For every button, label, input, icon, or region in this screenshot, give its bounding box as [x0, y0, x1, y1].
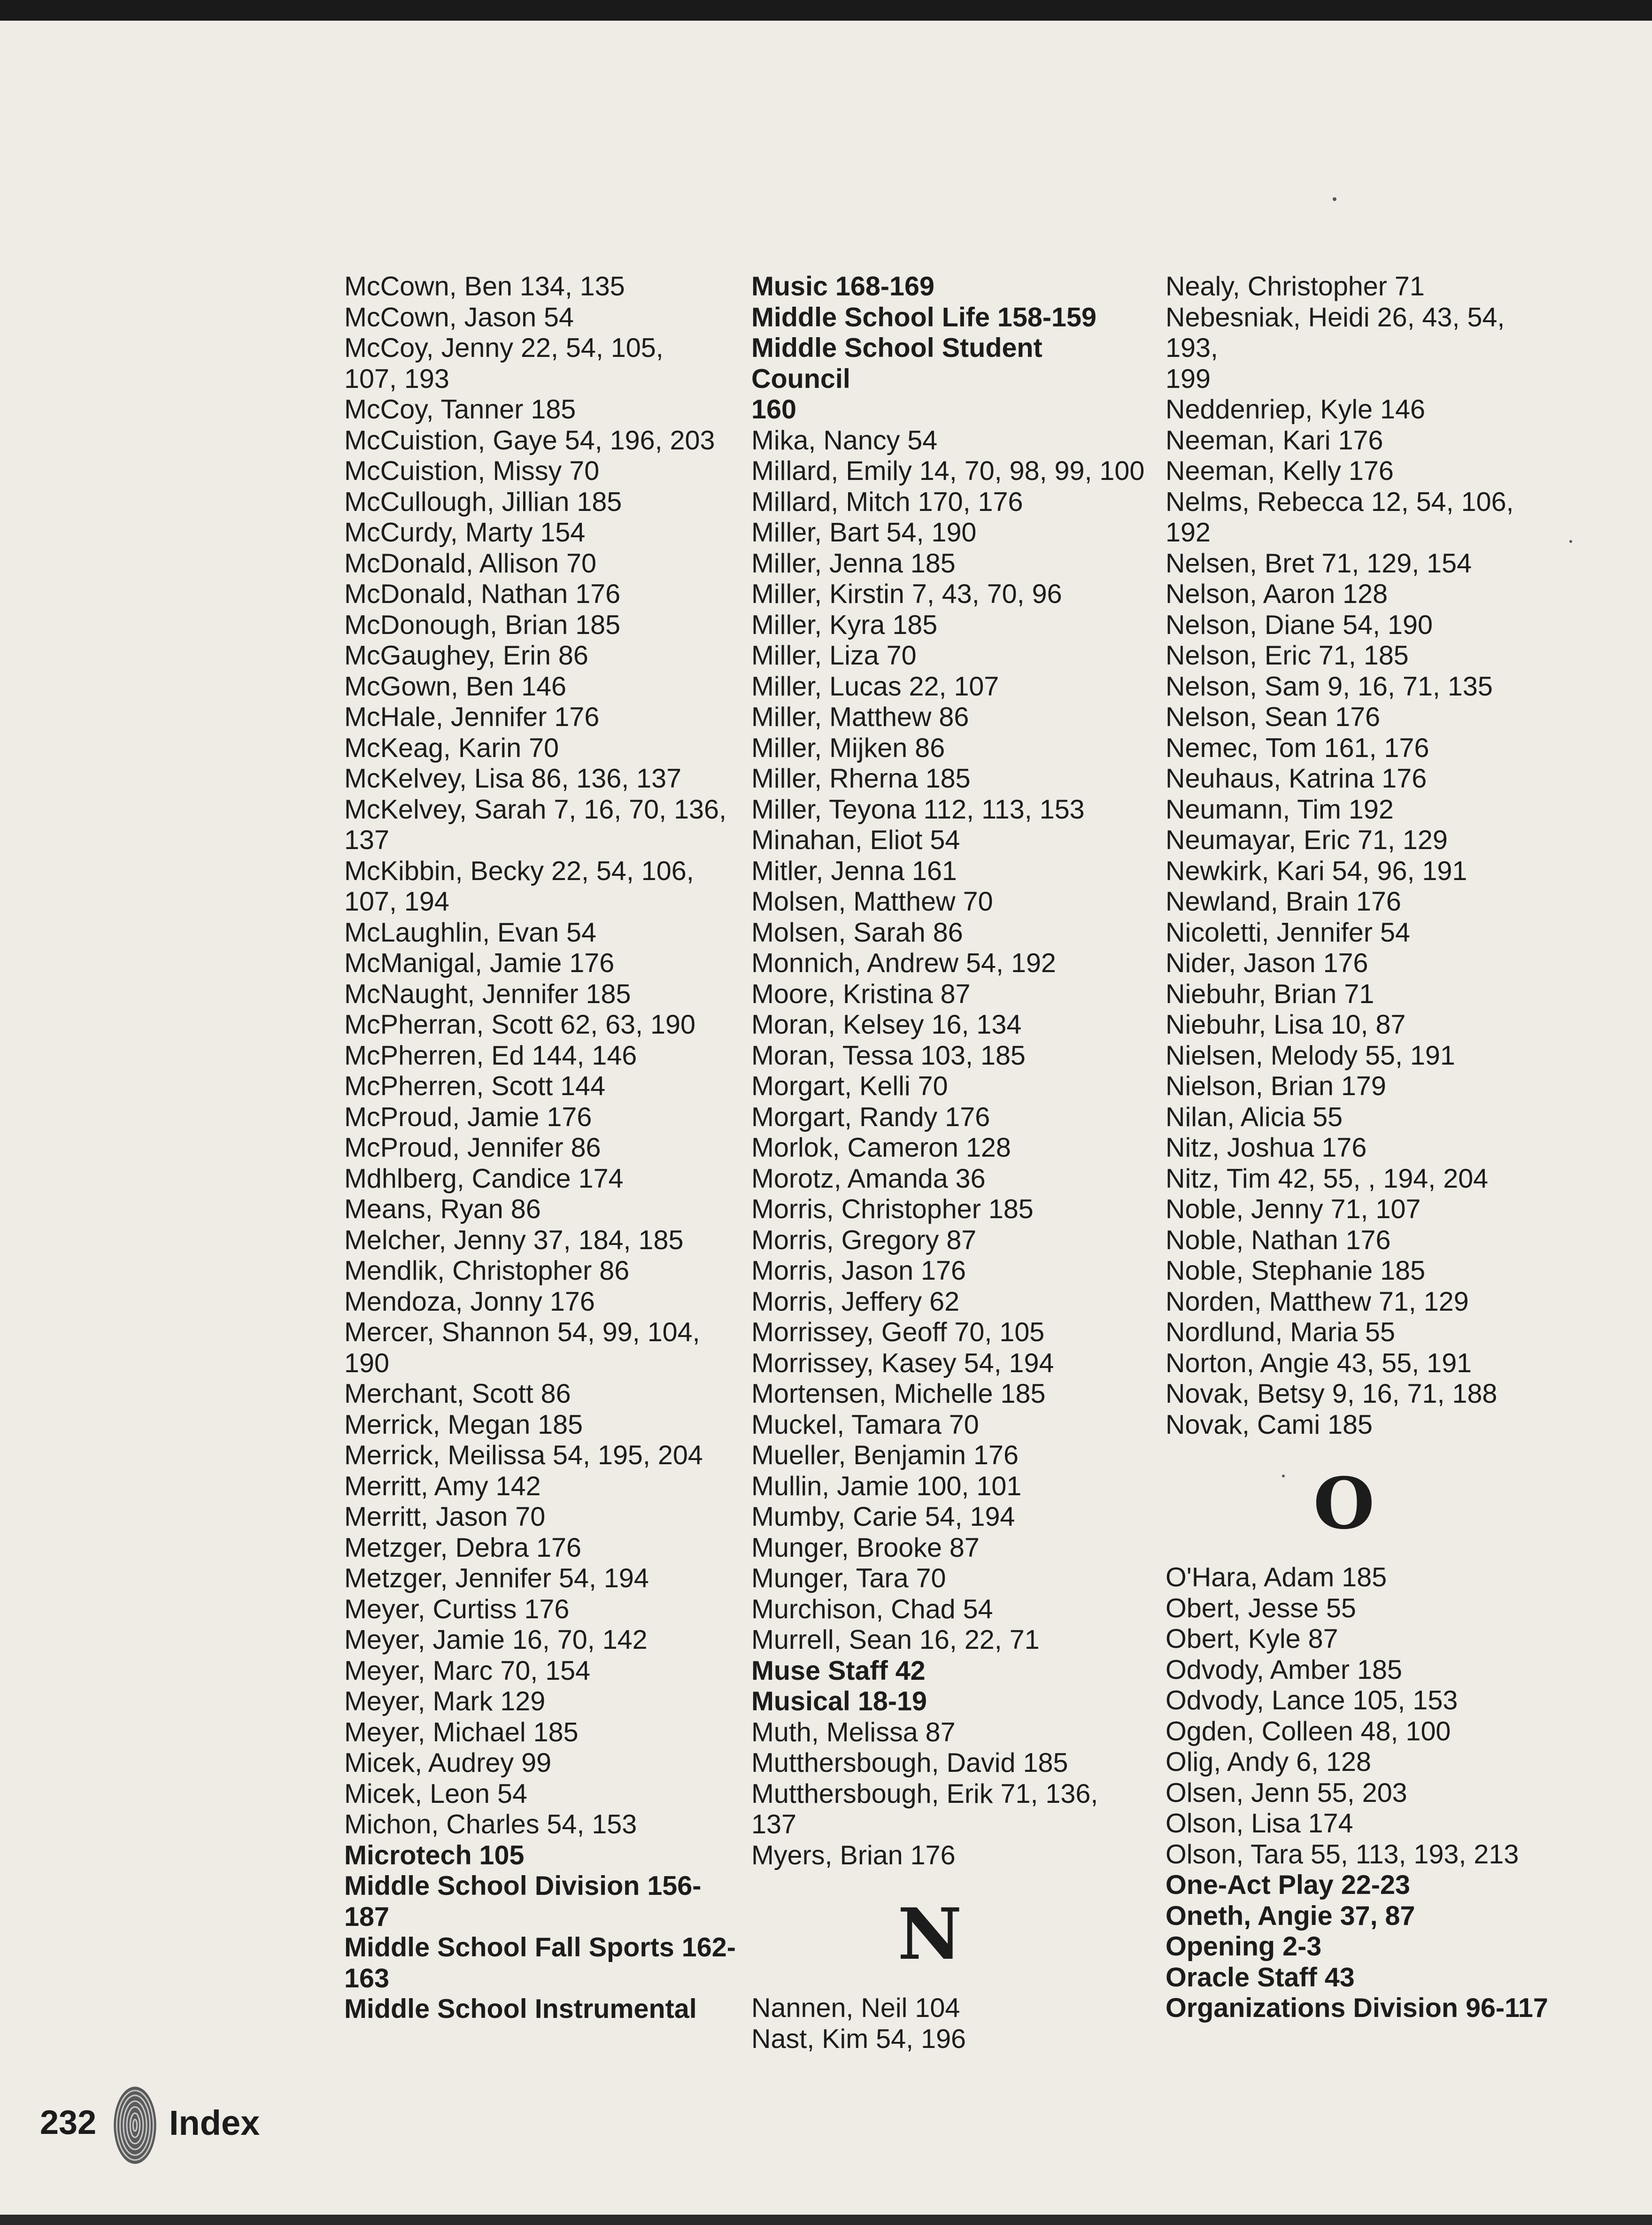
index-entry: Olson, Lisa 174	[1166, 1808, 1353, 1839]
index-entry: McGaughey, Erin 86	[344, 641, 588, 671]
index-entry: Minahan, Eliot 54	[751, 825, 960, 855]
index-entry: Mendoza, Jonny 176	[344, 1286, 595, 1317]
index-section-entry: Musical 18-19	[751, 1686, 927, 1716]
index-entry: McKeag, Karin 70	[344, 733, 559, 763]
index-entry: McKibbin, Becky 22, 54, 106,	[344, 856, 694, 886]
index-entry: Nelson, Eric 71, 185	[1166, 641, 1409, 671]
index-entry: Olig, Andy 6, 128	[1166, 1747, 1371, 1777]
index-entry: McHale, Jennifer 176	[344, 702, 600, 732]
index-entry: Mendlik, Christopher 86	[344, 1256, 630, 1286]
index-entry: Ogden, Colleen 48, 100	[1166, 1716, 1451, 1746]
page-number: 232	[40, 2104, 97, 2141]
index-entry: Molsen, Sarah 86	[751, 917, 963, 948]
index-column-2	[751, 271, 1146, 2055]
index-entry: Morris, Gregory 87	[751, 1225, 977, 1255]
index-entry: Morgart, Kelli 70	[751, 1071, 948, 1101]
index-entry: McNaught, Jennifer 185	[344, 979, 631, 1009]
index-entry: Obert, Jesse 55	[1166, 1593, 1356, 1623]
index-entry: McCuistion, Gaye 54, 196, 203	[344, 425, 715, 456]
index-entry: Morris, Jason 176	[751, 1256, 966, 1286]
index-entry: Mitler, Jenna 161	[751, 856, 957, 886]
index-section-entry: Opening 2-3	[1166, 1931, 1322, 1962]
index-entry: Nemec, Tom 161, 176	[1166, 733, 1429, 763]
index-entry: McDonald, Nathan 176	[344, 579, 621, 609]
index-entry: McDonald, Allison 70	[344, 548, 596, 579]
index-entry: Morlok, Cameron 128	[751, 1133, 1011, 1163]
index-section-entry: Middle School Fall Sports 162-	[344, 1932, 736, 1962]
index-entry: Merrick, Megan 185	[344, 1409, 583, 1440]
index-entry: Means, Ryan 86	[344, 1194, 541, 1224]
index-entry: Neumann, Tim 192	[1166, 794, 1394, 825]
index-entry: Moore, Kristina 87	[751, 979, 971, 1009]
index-entry: Munger, Brooke 87	[751, 1532, 980, 1563]
index-entry: McKelvey, Sarah 7, 16, 70, 136,	[344, 794, 726, 825]
index-entry: Miller, Jenna 185	[751, 548, 956, 579]
index-entry: Meyer, Michael 185	[344, 1717, 579, 1747]
index-entry: Merritt, Amy 142	[344, 1471, 541, 1501]
index-entry: Mercer, Shannon 54, 99, 104,	[344, 1317, 700, 1347]
index-entry: Mortensen, Michelle 185	[751, 1379, 1046, 1409]
index-entry: Nitz, Joshua 176	[1166, 1133, 1367, 1163]
index-section-entry: One-Act Play 22-23	[1166, 1870, 1410, 1900]
index-entry: Newkirk, Kari 54, 96, 191	[1166, 856, 1467, 886]
index-entry: Noble, Nathan 176	[1166, 1225, 1391, 1255]
index-entry: Nelson, Diane 54, 190	[1166, 610, 1433, 640]
section-letter-heading: O	[1313, 1462, 1375, 1545]
index-entry: Noble, Stephanie 185	[1166, 1256, 1426, 1286]
index-entry: 199	[1166, 363, 1211, 394]
index-column-3	[1166, 271, 1560, 2024]
index-entry: Miller, Mijken 86	[751, 733, 945, 763]
index-entry: Meyer, Jamie 16, 70, 142	[344, 1625, 648, 1655]
index-entry: Morrissey, Geoff 70, 105	[751, 1317, 1045, 1347]
index-entry: Morris, Jeffery 62	[751, 1286, 960, 1317]
index-entry: Nilan, Alicia 55	[1166, 1102, 1343, 1132]
index-entry: Mueller, Benjamin 176	[751, 1440, 1019, 1470]
index-entry: 137	[344, 825, 389, 855]
index-section-entry: Middle School Life 158-159	[751, 302, 1096, 332]
index-entry: Neeman, Kari 176	[1166, 425, 1383, 456]
index-entry: Muckel, Tamara 70	[751, 1409, 979, 1440]
index-entry: Morotz, Amanda 36	[751, 1163, 986, 1194]
index-entry: Nelson, Sam 9, 16, 71, 135	[1166, 671, 1493, 702]
index-entry: McCown, Ben 134, 135	[344, 271, 625, 301]
scan-speck	[1569, 540, 1572, 543]
index-entry: Miller, Bart 54, 190	[751, 518, 977, 548]
index-section-entry: Microtech 105	[344, 1840, 525, 1870]
index-section-entry: Oracle Staff 43	[1166, 1962, 1355, 1993]
index-entry: Micek, Audrey 99	[344, 1748, 552, 1778]
index-entry: Morrissey, Kasey 54, 194	[751, 1348, 1054, 1378]
index-section-entry: Muse Staff 42	[751, 1655, 926, 1686]
index-entry: Nelms, Rebecca 12, 54, 106,	[1166, 487, 1514, 517]
index-entry: Meyer, Curtiss 176	[344, 1594, 570, 1624]
index-entry: Myers, Brian 176	[751, 1840, 956, 1870]
index-entry: Murrell, Sean 16, 22, 71	[751, 1625, 1040, 1655]
index-entry: Miller, Teyona 112, 113, 153	[751, 794, 1085, 825]
index-entry: Mullin, Jamie 100, 101	[751, 1471, 1022, 1501]
index-entry: Odvody, Amber 185	[1166, 1654, 1402, 1685]
index-section-entry: 163	[344, 1963, 389, 1993]
index-entry: Meyer, Marc 70, 154	[344, 1655, 591, 1686]
index-section-entry: Music 168-169	[751, 271, 934, 301]
index-section-entry: Oneth, Angie 37, 87	[1166, 1901, 1415, 1931]
index-entry: Mutthersbough, Erik 71, 136, 137	[751, 1778, 1098, 1839]
index-entry: Mutthersbough, David 185	[751, 1748, 1068, 1778]
index-entry: Millard, Emily 14, 70, 98, 99, 100	[751, 456, 1145, 486]
index-entry: Millard, Mitch 170, 176	[751, 487, 1023, 517]
index-entry: 107, 194	[344, 887, 449, 917]
section-letter-heading: N	[897, 1893, 962, 1976]
index-entry: Morris, Christopher 185	[751, 1194, 1034, 1224]
index-entry: Nordlund, Maria 55	[1166, 1317, 1396, 1347]
index-entry: Neddenriep, Kyle 146	[1166, 394, 1426, 425]
index-entry: Neumayar, Eric 71, 129	[1166, 825, 1448, 855]
index-entry: Moran, Tessa 103, 185	[751, 1040, 1026, 1071]
index-entry: Merchant, Scott 86	[344, 1379, 571, 1409]
index-entry: Niebuhr, Brian 71	[1166, 979, 1374, 1009]
index-section-entry: Middle School Division 156-	[344, 1871, 702, 1901]
index-entry: McDonough, Brian 185	[344, 610, 621, 640]
scan-speck	[1282, 1475, 1285, 1477]
index-entry: Nelsen, Bret 71, 129, 154	[1166, 548, 1472, 579]
index-entry: Niebuhr, Lisa 10, 87	[1166, 1010, 1406, 1040]
index-entry: Nebesniak, Heidi 26, 43, 54, 193,	[1166, 302, 1505, 363]
index-entry: Olson, Tara 55, 113, 193, 213	[1166, 1839, 1519, 1870]
index-entry: Miller, Matthew 86	[751, 702, 969, 732]
index-entry: Muth, Melissa 87	[751, 1717, 956, 1747]
index-entry: Metzger, Jennifer 54, 194	[344, 1563, 649, 1593]
index-entry: Nelson, Aaron 128	[1166, 579, 1388, 609]
index-entry: Newland, Brain 176	[1166, 887, 1401, 917]
index-entry: Nielsen, Melody 55, 191	[1166, 1040, 1455, 1071]
index-entry: McPherren, Scott 144	[344, 1071, 606, 1101]
section-title: Index	[169, 2103, 260, 2142]
index-entry: Nitz, Tim 42, 55, , 194, 204	[1166, 1163, 1489, 1194]
top-scan-border	[0, 0, 1652, 21]
index-entry: Monnich, Andrew 54, 192	[751, 948, 1056, 978]
index-entry: Miller, Liza 70	[751, 641, 917, 671]
index-entry: Melcher, Jenny 37, 184, 185	[344, 1225, 684, 1255]
index-entry: Miller, Kyra 185	[751, 610, 938, 640]
index-entry: Odvody, Lance 105, 153	[1166, 1685, 1458, 1715]
index-entry: Murchison, Chad 54	[751, 1594, 993, 1624]
index-entry: Nider, Jason 176	[1166, 948, 1368, 978]
index-entry: McProud, Jamie 176	[344, 1102, 592, 1132]
index-entry: 107, 193	[344, 363, 449, 394]
index-section-entry: Middle School Instrumental	[344, 1994, 697, 2024]
index-entry: Nast, Kim 54, 196	[751, 2024, 966, 2054]
index-entry: Neeman, Kelly 176	[1166, 456, 1394, 486]
index-entry: Mdhlberg, Candice 174	[344, 1163, 624, 1194]
index-entry: Meyer, Mark 129	[344, 1686, 546, 1716]
index-entry: Nelson, Sean 176	[1166, 702, 1381, 732]
index-entry: Munger, Tara 70	[751, 1563, 946, 1593]
index-entry: Olsen, Jenn 55, 203	[1166, 1777, 1407, 1808]
index-entry: McCoy, Tanner 185	[344, 394, 576, 425]
index-entry: McCullough, Jillian 185	[344, 487, 622, 517]
index-entry: Morgart, Randy 176	[751, 1102, 990, 1132]
index-entry: Mumby, Carie 54, 194	[751, 1502, 1015, 1532]
index-entry: Novak, Cami 185	[1166, 1409, 1373, 1440]
index-entry: Obert, Kyle 87	[1166, 1624, 1338, 1654]
index-entry: Miller, Lucas 22, 107	[751, 671, 999, 702]
index-entry: McPherran, Scott 62, 63, 190	[344, 1010, 695, 1040]
index-entry: McGown, Ben 146	[344, 671, 567, 702]
index-entry: Nannen, Neil 104	[751, 1993, 960, 2023]
index-entry: 190	[344, 1348, 389, 1378]
page-footer	[40, 2076, 260, 2170]
index-entry: McKelvey, Lisa 86, 136, 137	[344, 764, 682, 794]
index-entry: 192	[1166, 518, 1211, 548]
index-entry: Michon, Charles 54, 153	[344, 1809, 637, 1839]
index-section-entry: 160	[751, 394, 796, 425]
index-entry: Norton, Angie 43, 55, 191	[1166, 1348, 1472, 1378]
index-column-1	[344, 271, 739, 2025]
bottom-scan-border	[0, 2215, 1652, 2225]
index-entry: Micek, Leon 54	[344, 1778, 527, 1809]
index-entry: Norden, Matthew 71, 129	[1166, 1286, 1469, 1317]
index-entry: McManigal, Jamie 176	[344, 948, 615, 978]
index-entry: McPherren, Ed 144, 146	[344, 1040, 637, 1071]
index-entry: McCown, Jason 54	[344, 302, 574, 332]
index-entry: Nealy, Christopher 71	[1166, 271, 1425, 301]
index-section-entry: Organizations Division 96-117	[1166, 1993, 1548, 2023]
index-entry: Nicoletti, Jennifer 54	[1166, 917, 1410, 948]
index-entry: McCuistion, Missy 70	[344, 456, 600, 486]
index-entry: Merritt, Jason 70	[344, 1502, 546, 1532]
index-entry: Molsen, Matthew 70	[751, 887, 993, 917]
index-entry: Metzger, Debra 176	[344, 1532, 582, 1563]
index-entry: Noble, Jenny 71, 107	[1166, 1194, 1421, 1224]
index-entry: Novak, Betsy 9, 16, 71, 188	[1166, 1379, 1498, 1409]
index-entry: McCoy, Jenny 22, 54, 105,	[344, 333, 664, 363]
index-entry: McProud, Jennifer 86	[344, 1133, 601, 1163]
index-entry: Moran, Kelsey 16, 134	[751, 1010, 1022, 1040]
index-entry: Nielson, Brian 179	[1166, 1071, 1386, 1101]
index-section-entry: 187	[344, 1901, 389, 1932]
scan-speck	[1333, 197, 1336, 201]
index-entry: Miller, Rherna 185	[751, 764, 971, 794]
index-section-entry: Middle School Student Council	[751, 333, 1042, 394]
index-entry: Neuhaus, Katrina 176	[1166, 764, 1427, 794]
index-entry: O'Hara, Adam 185	[1166, 1562, 1387, 1592]
index-entry: McCurdy, Marty 154	[344, 518, 586, 548]
index-entry: Merrick, Meilissa 54, 195, 204	[344, 1440, 703, 1470]
fingerprint-icon	[110, 2079, 160, 2166]
index-entry: Miller, Kirstin 7, 43, 70, 96	[751, 579, 1062, 609]
index-entry: McLaughlin, Evan 54	[344, 917, 597, 948]
index-entry: Mika, Nancy 54	[751, 425, 938, 456]
